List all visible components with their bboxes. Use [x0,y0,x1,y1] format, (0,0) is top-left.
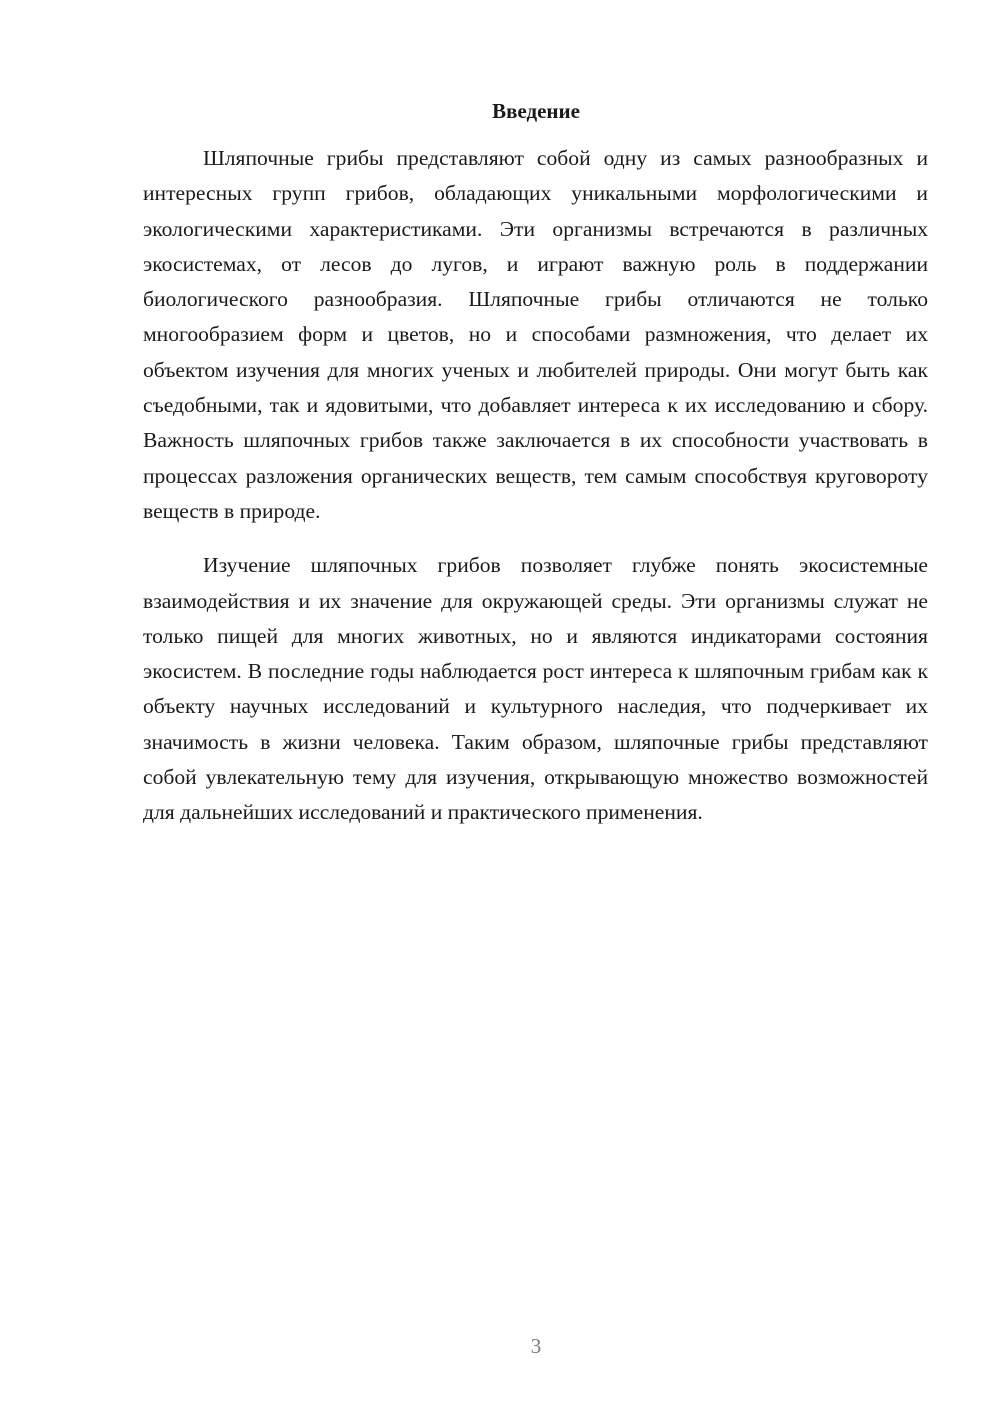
page-number: 3 [530,1334,542,1358]
section-title: Введение [492,99,580,123]
paragraph-1: Шляпочные грибы представляют собой одну из самых разнообразных и интересных групп грибов, обладающих уникальными морфологическими и экологическими характеристиками. Эти организмы встречаются в различных экосистемах, от лесов до лугов, и играют важную роль в поддержании биологического разнообразия. Шляпочные грибы отличаются не только многообразием форм и цветов, но и способами размножения, что делает их объектом изучения для многих ученых и любителей природы. Они могут быть как съедобными, так и ядовитыми, что добавляет интереса к их исследованию и сбору. Важность шляпочных грибов также заключается в их способности участвовать в процессах разложения органических веществ, тем самым способствуя круговороту веществ в природе. [143,146,928,523]
body-text [143,141,928,831]
paragraph-2: Изучение шляпочных грибов позволяет глубже понять экосистемные взаимодействия и их значение для окружающей среды. Эти организмы служат не только пищей для многих животных, но и являются индикаторами состояния экосистем. В последние годы наблюдается рост интереса к шляпочным грибам как к объекту научных исследований и культурного наследия, что подчеркивает их значимость в жизни человека. Таким образом, шляпочные грибы представляют собой увлекательную тему для изучения, открывающую множество возможностей для дальнейших исследований и практического применения. [143,553,928,825]
